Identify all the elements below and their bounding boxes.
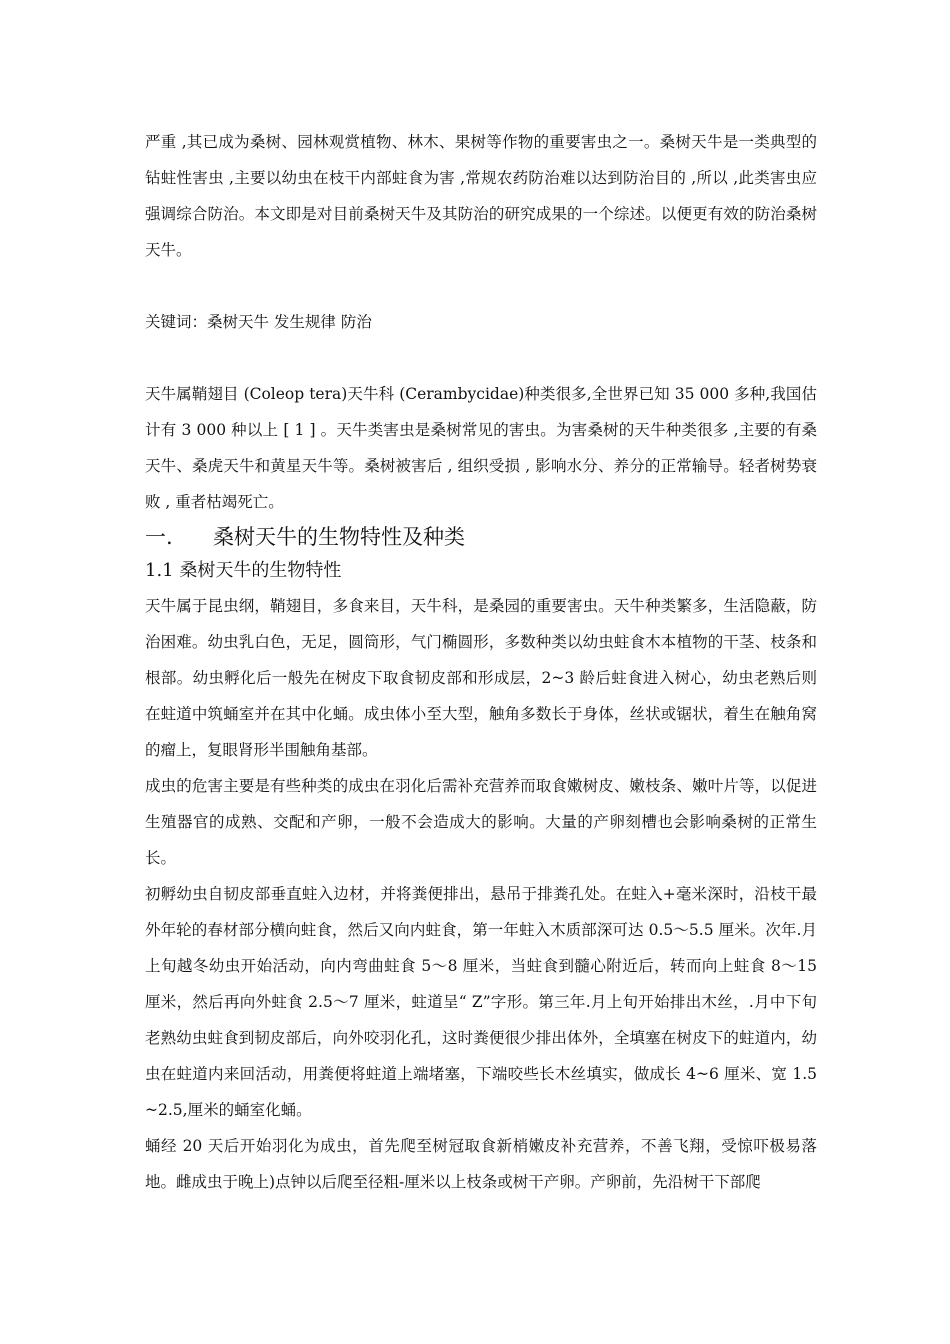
keywords-line: 关键词：桑树天牛 发生规律 防治 — [145, 313, 372, 331]
spacer — [145, 340, 817, 376]
section-number: 一. — [145, 525, 173, 549]
abstract-paragraph: 严重 ,其已成为桑树、园林观赏植物、林木、果树等作物的重要害虫之一。桑树天牛是一类典型的钻蛀性害虫 ,主要以幼虫在枝干内部蛀食为害 ,常规农药防治难以达到防治目的 ,所以 ,此类害虫应强调综合防治。本文即是对目前桑树天牛及其防治的研究成果的一个综述。以便更有效的防治桑树天牛。 — [145, 133, 817, 259]
section-heading-1 — [145, 520, 817, 554]
body-paragraph: 成虫的危害主要是有些种类的成虫在羽化后需补充营养而取食嫩树皮、嫩枝条、嫩叶片等，以促进生殖器官的成熟、交配和产卵，一般不会造成大的影响。大量的产卵刻槽也会影响桑树的正常生长。 — [145, 777, 817, 867]
body-paragraph: 天牛属于昆虫纲，鞘翅目，多食来目，天牛科，是桑园的重要害虫。天牛种类繁多，生活隐蔽，防治困难。幼虫乳白色，无足，圆筒形，气门椭圆形，多数种类以幼虫蛀食木本植物的干茎、枝条和根部。幼虫孵化后一般先在树皮下取食韧皮部和形成层，2~3 龄后蛀食进入树心，幼虫老熟后则在蛀道中筑蛹室并在其中化蛹。成虫体小至大型，触角多数长于身体，丝状或锯状，着生在触角窝的瘤上，复眼肾形半围触角基部。 — [145, 597, 817, 759]
body-paragraph: 初孵幼虫自韧皮部垂直蛀入边材，并将粪便排出，悬吊于排粪孔处。在蛀入+毫米深时，沿枝干最外年轮的春材部分横向蛀食，然后又向内蛀食，第一年蛀入木质部深可达 0.5～5.5 厘米。次年.月上旬越冬幼虫开始活动，向内弯曲蛀食 5～8 厘米，当蛀食到髓心附近后，转而向上蛀食 8～15 厘米，然后再向外蛀食 2.5～7 厘米，蛀道呈“ Z”字形。第三年.月上旬开始排出木丝，.月中下旬老熟幼虫蛀食到韧皮部后，向外咬羽化孔，这时粪便很少排出体外，全填塞在树皮下的蛀道内，幼虫在蛀道内来回活动，用粪便将蛀道上端堵塞，下端咬些长木丝填实，做成长 4~6 厘米、宽 1.5~2.5,厘米的蛹室化蛹。 — [145, 885, 817, 1119]
spacer — [145, 268, 817, 304]
section-title: 桑树天牛的生物特性及种类 — [213, 525, 465, 549]
document-body — [145, 124, 817, 1200]
subsection-heading-1-1: 1.1 桑树天牛的生物特性 — [145, 560, 342, 581]
intro-paragraph: 天牛属鞘翅目 (Coleop tera)天牛科 (Cerambycidae)种类很多,全世界已知 35 000 多种,我国估计有 3 000 种以上 [ 1 ] 。天牛类害虫是桑树常见的害虫。为害桑树的天牛种类很多 ,主要的有桑天牛、桑虎天牛和黄星天牛等。桑树被害后 , 组织受损 , 影响水分、养分的正常输导。轻者树势衰败 , 重者枯竭死亡。 — [145, 385, 817, 511]
body-paragraph: 蛹经 20 天后开始羽化为成虫，首先爬至树冠取食新梢嫩皮补充营养，不善飞翔，受惊吓极易落地。雌成虫于晚上)点钟以后爬至径粗-厘米以上枝条或树干产卵。产卵前，先沿树干下部爬 — [145, 1137, 817, 1191]
